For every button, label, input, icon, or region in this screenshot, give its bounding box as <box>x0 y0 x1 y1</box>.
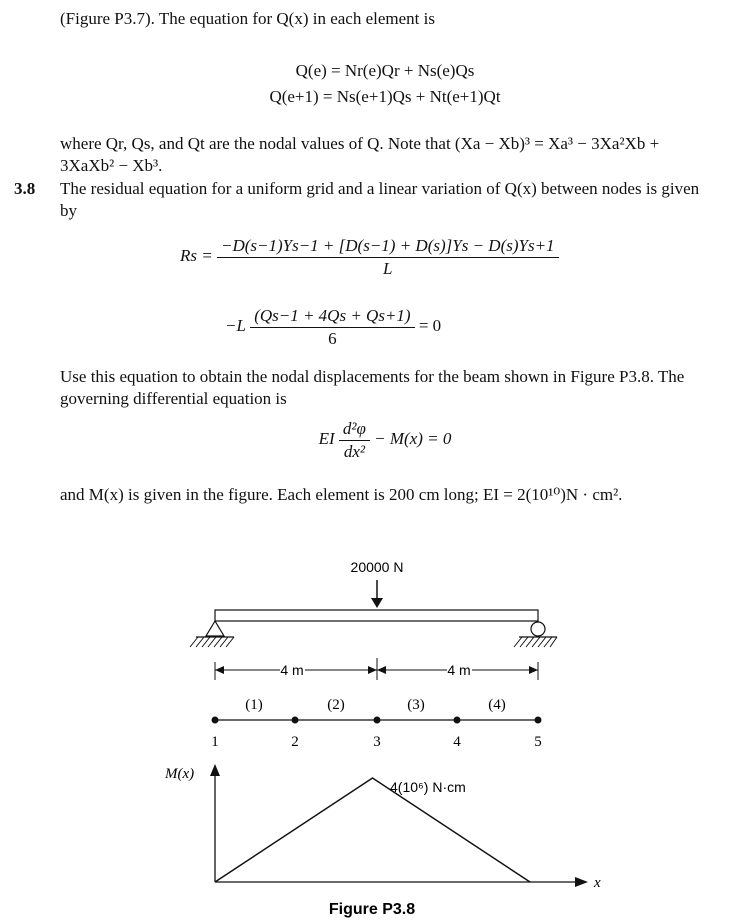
gov-denominator: dx² <box>343 441 365 461</box>
gov-prefix: EI <box>318 429 335 449</box>
x-axis-label: x <box>594 875 601 891</box>
element-label-3: (3) <box>407 697 425 713</box>
intro-line: (Figure P3.7). The equation for Q(x) in each element is <box>60 9 435 28</box>
residual-fraction <box>217 235 559 280</box>
node-5-dot <box>535 717 542 724</box>
moment-y-axis-arrow <box>210 764 220 776</box>
figure-p3-8 <box>0 550 743 924</box>
pin-support-left <box>190 621 234 647</box>
span-right-label: 4 m <box>447 662 471 678</box>
residual-numerator: −D(s−1)Ys−1 + [D(s−1) + D(s)]Ys − D(s)Ys+1 <box>217 235 559 258</box>
residual-lhs: Rs = <box>180 246 213 266</box>
node-1-dot <box>212 717 219 724</box>
equation-q-e1: Q(e+1) = Ns(e+1)Qs + Nt(e+1)Qt <box>269 87 501 106</box>
load-label: 20000 N <box>350 559 404 575</box>
governing-equation <box>60 418 710 463</box>
beam <box>215 610 538 621</box>
equation-q-e: Q(e) = Nr(e)Qr + Ns(e)Qs <box>295 61 475 80</box>
node-label-2: 2 <box>291 734 299 750</box>
residual-equation-2 <box>225 305 605 350</box>
moment-curve <box>215 778 530 882</box>
element-label-1: (1) <box>245 697 263 713</box>
nodal-values-paragraph: where Qr, Qs, and Qt are the nodal values of Q. Note that (Xa − Xb)³ = Xa³ − 3Xa²Xb + 3XaXb² − Xb³. <box>60 134 660 175</box>
residual2-fraction <box>250 305 414 350</box>
node-label-1: 1 <box>211 734 219 750</box>
node-label-3: 3 <box>373 734 381 750</box>
roller-support-right <box>514 622 557 647</box>
instruction-paragraph: Use this equation to obtain the nodal displacements for the beam shown in Figure P3.8. The governing differential equation is <box>60 367 685 408</box>
dimension-lines <box>215 658 538 680</box>
residual-equation <box>180 235 700 280</box>
element-label-4: (4) <box>488 697 506 713</box>
residual2-suffix: = 0 <box>418 316 442 336</box>
moment-axis-label: M(x) <box>165 766 195 782</box>
node-label-5: 5 <box>534 734 542 750</box>
node-4-dot <box>454 717 461 724</box>
residual2-numerator: (Qs−1 + 4Qs + Qs+1) <box>250 305 414 328</box>
node-2-dot <box>292 717 299 724</box>
residual2-denominator: 6 <box>328 328 337 348</box>
gov-numerator: d²φ <box>339 418 370 441</box>
gov-suffix: − M(x) = 0 <box>374 429 452 449</box>
node-label-4: 4 <box>453 734 461 750</box>
residual2-prefix: −L <box>225 316 246 336</box>
load-arrow-head <box>371 598 383 608</box>
moment-paragraph: and M(x) is given in the figure. Each element is 200 cm long; EI = 2(10¹⁰)N · cm². <box>60 485 623 504</box>
figure-caption: Figure P3.8 <box>328 901 416 918</box>
problem-number: 3.8 <box>14 179 36 198</box>
problem-intro: The residual equation for a uniform grid and a linear variation of Q(x) between nodes is given by <box>60 179 700 220</box>
gov-fraction <box>339 418 370 463</box>
residual-denominator: L <box>383 258 393 278</box>
element-label-2: (2) <box>327 697 345 713</box>
moment-x-axis-arrow <box>575 877 588 887</box>
peak-label: 4(10⁶) N·cm <box>390 779 466 795</box>
span-left-label: 4 m <box>280 662 304 678</box>
node-3-dot <box>374 717 381 724</box>
